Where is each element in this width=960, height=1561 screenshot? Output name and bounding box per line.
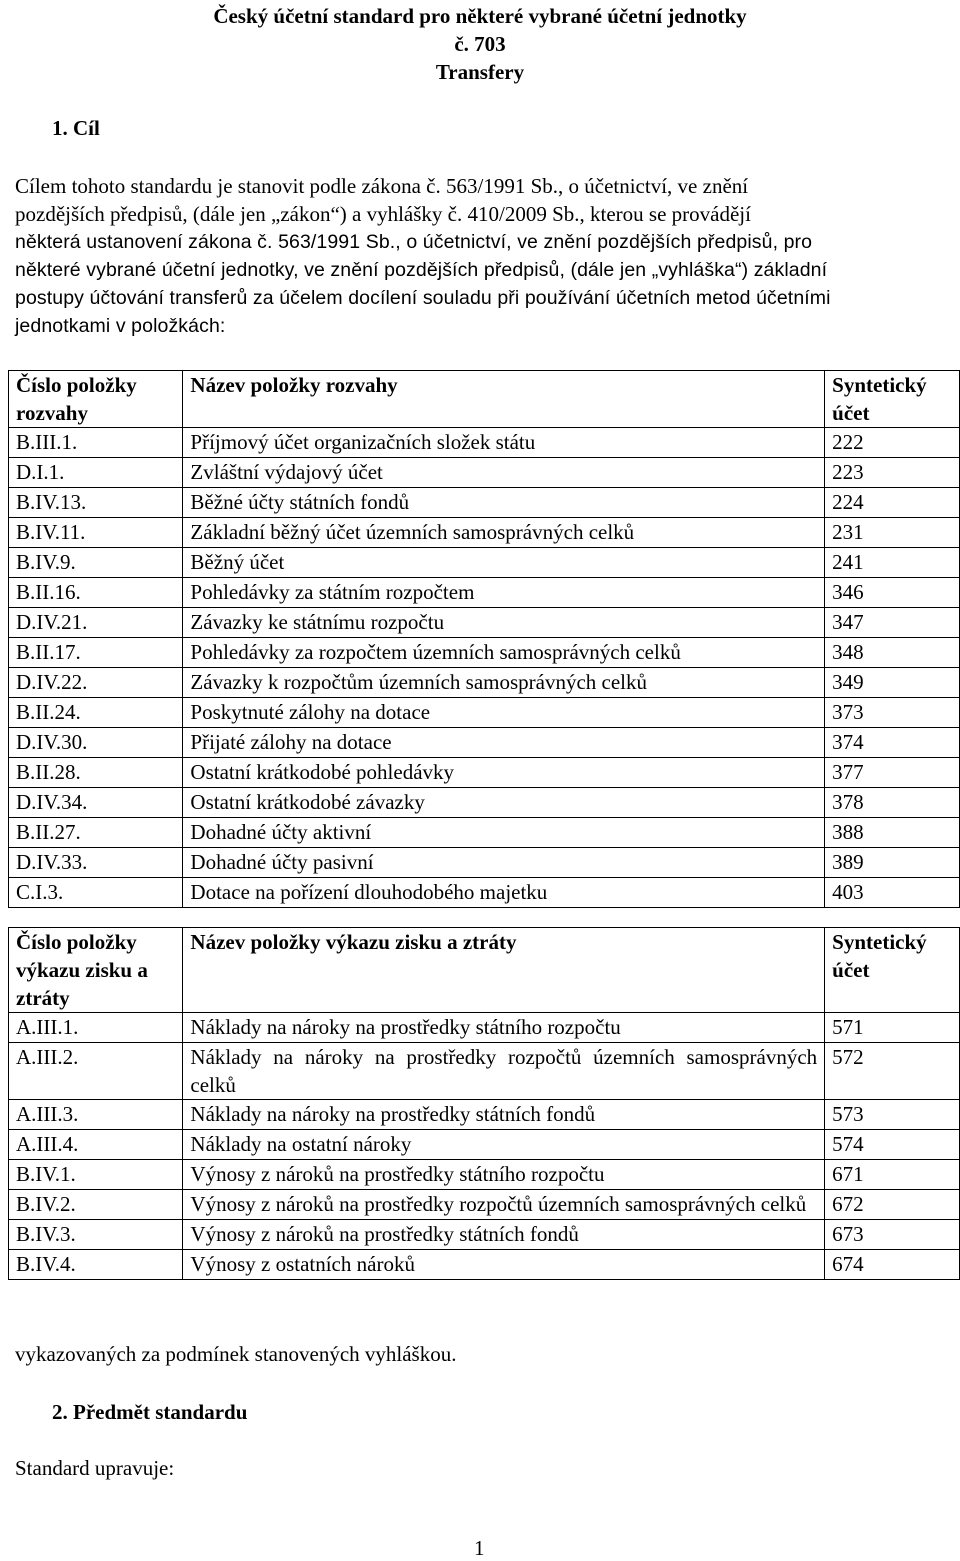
account-number: 571	[825, 1013, 960, 1043]
intro-line: pozdějších předpisů, (dále jen „zákon“) a vyhlášky č. 410/2009 Sb., kterou se provádějí	[15, 202, 751, 226]
account-number: 346	[825, 578, 960, 608]
table-row	[9, 578, 960, 608]
item-name: Pohledávky za rozpočtem územních samosprávných celků	[183, 638, 825, 668]
item-code: B.IV.1.	[9, 1160, 183, 1190]
item-name: Přijaté zálohy na dotace	[183, 728, 825, 758]
account-number: 403	[825, 878, 960, 908]
table-row	[9, 1130, 960, 1160]
account-number: 373	[825, 698, 960, 728]
table-row	[9, 1013, 960, 1043]
item-code: B.IV.11.	[9, 518, 183, 548]
item-name: Náklady na nároky na prostředky státních fondů	[183, 1100, 825, 1130]
item-code: B.IV.2.	[9, 1190, 183, 1220]
item-name: Výnosy z nároků na prostředky státního rozpočtu	[183, 1160, 825, 1190]
item-code: D.IV.33.	[9, 848, 183, 878]
item-name: Výnosy z ostatních nároků	[183, 1250, 825, 1280]
item-code: A.III.3.	[9, 1100, 183, 1130]
account-number: 224	[825, 488, 960, 518]
standard-regulates-text: Standard upravuje:	[15, 1456, 175, 1480]
item-name: Běžný účet	[183, 548, 825, 578]
table-row	[9, 548, 960, 578]
item-name: Dohadné účty pasivní	[183, 848, 825, 878]
table-row	[9, 788, 960, 818]
item-code: D.I.1.	[9, 458, 183, 488]
standard-number: č. 703	[454, 32, 506, 56]
document-title	[150, 2, 810, 86]
table-header-row	[9, 928, 960, 1013]
item-code: C.I.3.	[9, 878, 183, 908]
item-code: A.III.2.	[9, 1043, 183, 1100]
table-row	[9, 1160, 960, 1190]
intro-line: některé vybrané účetní jednotky, ve znění pozdějších předpisů, (dále jen „vyhláška“) základní	[15, 259, 828, 281]
account-number: 347	[825, 608, 960, 638]
item-code: D.IV.34.	[9, 788, 183, 818]
item-code: A.III.1.	[9, 1013, 183, 1043]
item-name: Náklady na ostatní nároky	[183, 1130, 825, 1160]
section-heading-goal: 1. Cíl	[52, 116, 100, 140]
table-row	[9, 878, 960, 908]
item-code: D.IV.21.	[9, 608, 183, 638]
item-code: B.II.27.	[9, 818, 183, 848]
item-name: Ostatní krátkodobé pohledávky	[183, 758, 825, 788]
table-row	[9, 428, 960, 458]
item-code: B.III.1.	[9, 428, 183, 458]
header-item-number: Číslo položky rozvahy	[9, 371, 183, 428]
intro-line: některá ustanovení zákona č. 563/1991 Sb., o účetnictví, ve znění pozdějších předpisů, pro	[15, 231, 813, 253]
item-name: Dohadné účty aktivní	[183, 818, 825, 848]
table-row	[9, 1220, 960, 1250]
account-number: 672	[825, 1190, 960, 1220]
item-code: B.IV.9.	[9, 548, 183, 578]
standard-name: Transfery	[435, 60, 525, 84]
item-name: Základní běžný účet územních samosprávných celků	[183, 518, 825, 548]
account-number: 222	[825, 428, 960, 458]
balance-sheet-table	[8, 370, 960, 908]
account-number: 673	[825, 1220, 960, 1250]
item-name: Příjmový účet organizačních složek státu	[183, 428, 825, 458]
table-row	[9, 608, 960, 638]
header-item-name: Název položky výkazu zisku a ztráty	[183, 928, 825, 1013]
item-name: Zvláštní výdajový účet	[183, 458, 825, 488]
account-number: 388	[825, 818, 960, 848]
item-code: B.IV.3.	[9, 1220, 183, 1250]
section-heading-subject: 2. Předmět standardu	[52, 1400, 248, 1424]
account-number: 348	[825, 638, 960, 668]
intro-line: Cílem tohoto standardu je stanovit podle zákona č. 563/1991 Sb., o účetnictví, ve znění	[15, 174, 749, 198]
page-number: 1	[474, 1536, 485, 1560]
item-code: B.IV.4.	[9, 1250, 183, 1280]
table-row	[9, 758, 960, 788]
table-row	[9, 668, 960, 698]
intro-paragraph	[15, 172, 945, 340]
account-number: 374	[825, 728, 960, 758]
item-code: D.IV.30.	[9, 728, 183, 758]
item-name: Výnosy z nároků na prostředky rozpočtů územních samosprávných celků	[183, 1190, 825, 1220]
account-number: 223	[825, 458, 960, 488]
table-row	[9, 1190, 960, 1220]
account-number: 231	[825, 518, 960, 548]
income-statement-table	[8, 927, 960, 1280]
account-number: 573	[825, 1100, 960, 1130]
item-name: Náklady na nároky na prostředky státního rozpočtu	[183, 1013, 825, 1043]
table-row	[9, 728, 960, 758]
table-row	[9, 698, 960, 728]
intro-line: postupy účtování transferů za účelem docílení souladu při používání účetních metod účetními	[15, 287, 831, 309]
account-number: 572	[825, 1043, 960, 1100]
item-name: Běžné účty státních fondů	[183, 488, 825, 518]
account-number: 349	[825, 668, 960, 698]
table-row	[9, 518, 960, 548]
account-number: 241	[825, 548, 960, 578]
table-row	[9, 1100, 960, 1130]
account-number: 378	[825, 788, 960, 818]
account-number: 674	[825, 1250, 960, 1280]
item-name: Dotace na pořízení dlouhodobého majetku	[183, 878, 825, 908]
header-account: Syntetický účet	[825, 928, 960, 1013]
item-name: Závazky ke státnímu rozpočtu	[183, 608, 825, 638]
table-row	[9, 638, 960, 668]
item-code: B.II.16.	[9, 578, 183, 608]
account-number: 377	[825, 758, 960, 788]
item-name: Ostatní krátkodobé závazky	[183, 788, 825, 818]
item-name: Poskytnuté zálohy na dotace	[183, 698, 825, 728]
table-row	[9, 818, 960, 848]
after-table-text: vykazovaných za podmínek stanovených vyhláškou.	[15, 1342, 457, 1366]
table-row	[9, 1250, 960, 1280]
item-name: Závazky k rozpočtům územních samosprávných celků	[183, 668, 825, 698]
account-number: 574	[825, 1130, 960, 1160]
item-name: Výnosy z nároků na prostředky státních fondů	[183, 1220, 825, 1250]
table-row	[9, 458, 960, 488]
header-item-name: Název položky rozvahy	[183, 371, 825, 428]
item-name: Náklady na nároky na prostředky rozpočtů územních samosprávných celků	[183, 1043, 825, 1100]
item-code: B.IV.13.	[9, 488, 183, 518]
account-number: 389	[825, 848, 960, 878]
table-row	[9, 848, 960, 878]
item-code: B.II.28.	[9, 758, 183, 788]
intro-line: jednotkami v položkách:	[15, 315, 226, 337]
header-account: Syntetický účet	[825, 371, 960, 428]
table-header-row	[9, 371, 960, 428]
title-line: Český účetní standard pro některé vybrané účetní jednotky	[213, 4, 747, 28]
account-number: 671	[825, 1160, 960, 1190]
table-row	[9, 1043, 960, 1100]
item-name: Pohledávky za státním rozpočtem	[183, 578, 825, 608]
item-code: B.II.17.	[9, 638, 183, 668]
header-item-number: Číslo položky výkazu zisku a ztráty	[9, 928, 183, 1013]
table-row	[9, 488, 960, 518]
item-code: D.IV.22.	[9, 668, 183, 698]
item-code: A.III.4.	[9, 1130, 183, 1160]
item-code: B.II.24.	[9, 698, 183, 728]
